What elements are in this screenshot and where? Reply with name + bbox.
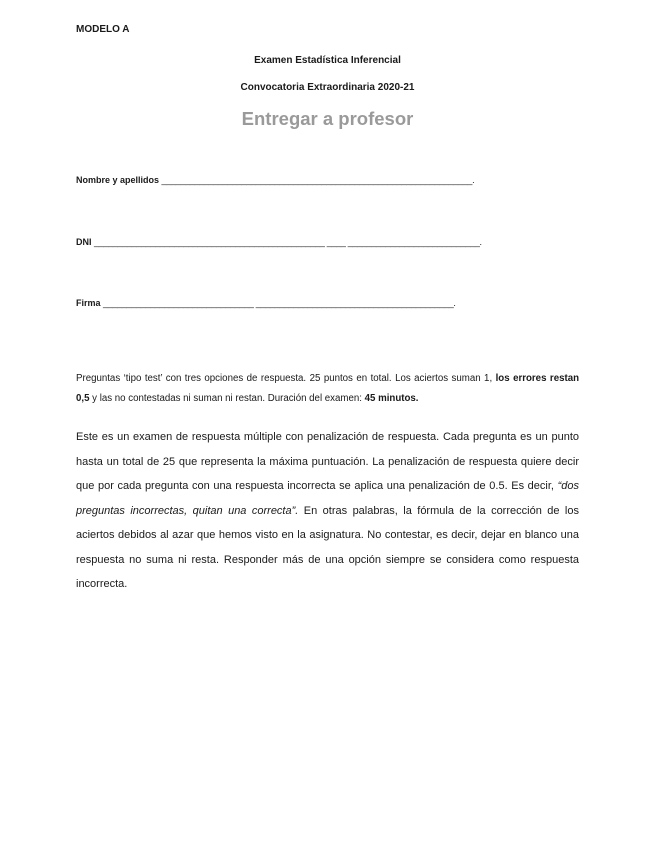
instructions-bold-penalty: los errores restan 0,5 (76, 372, 579, 404)
signature-label: Firma (76, 298, 101, 308)
explanation-paragraph (76, 425, 579, 597)
instructions-paragraph (76, 369, 579, 409)
explanation-text-1: Este es un examen de respuesta múltiple con penalización de respuesta. Cada pregunta es un punto hasta un total de 25 que representa la máxima puntuación. La penalización de respuesta quiere decir que por cada pregunta con una respuesta incorrecta se aplica una penalización de 0.5. Es decir, (76, 431, 579, 492)
dni-line[interactable]: _________________________________________________ ____ ____________________________. (94, 237, 482, 247)
exam-session: Convocatoria Extraordinaria 2020-21 (240, 82, 415, 93)
instructions-bold-duration: 45 minutos. (364, 392, 419, 404)
dni-field[interactable] (76, 237, 482, 247)
signature-line[interactable]: ________________________________ __________________________________________. (103, 298, 456, 308)
instructions-text-1: Preguntas ‘tipo test’ con tres opciones de respuesta. 25 puntos en total. Los aciertos suman 1, (76, 372, 496, 384)
signature-field[interactable] (76, 298, 456, 308)
deliver-heading: Entregar a profesor (241, 108, 414, 129)
exam-model: MODELO A (76, 24, 130, 35)
name-line[interactable]: __________________________________________________________________. (161, 175, 475, 185)
exam-title: Examen Estadística Inferencial (254, 55, 401, 66)
explanation-text-2: En otras palabras, la fórmula de la corrección de los aciertos debidos al azar que hemos visto en la asignatura. No contestar, es decir, dejar en blanco una respuesta no suma ni resta. Responder más de una opción siempre se considera como respuesta incorrecta. (76, 504, 579, 590)
name-field[interactable] (76, 175, 474, 185)
name-label: Nombre y apellidos (76, 175, 160, 185)
explanation-quote: “dos preguntas incorrectas, quitan una correcta”. (76, 480, 579, 517)
instructions-text-2: y las no contestadas ni suman ni restan. Duración del examen: (89, 392, 365, 404)
dni-label: DNI (76, 237, 92, 247)
